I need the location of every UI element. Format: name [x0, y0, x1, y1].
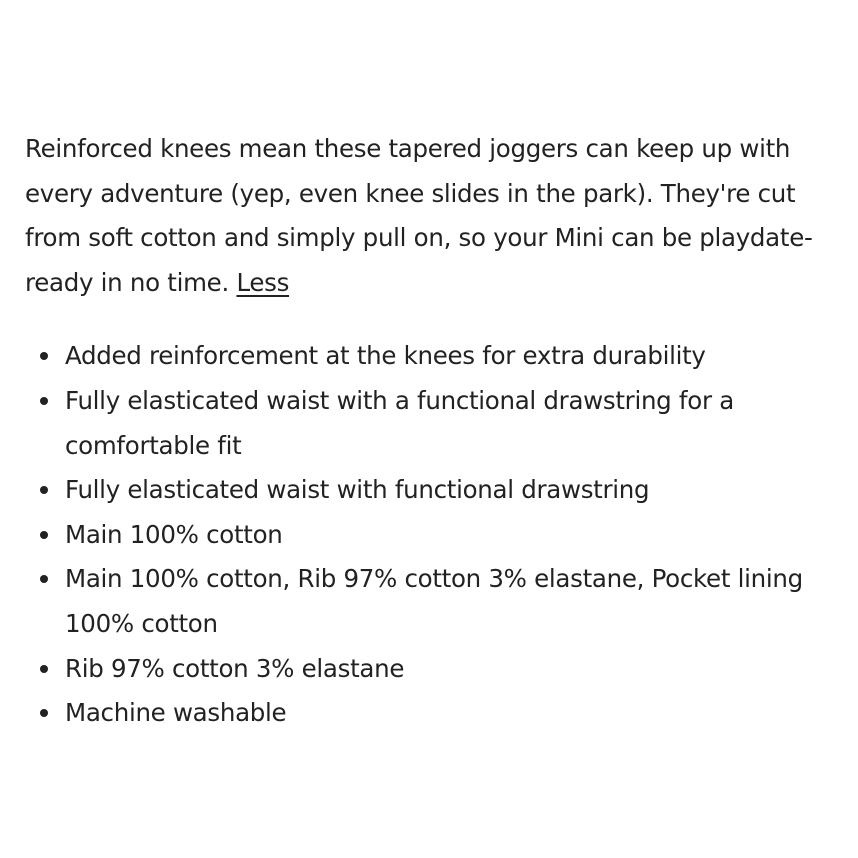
bullet-icon — [40, 352, 48, 360]
feature-item — [25, 513, 835, 558]
bullet-icon — [40, 665, 48, 673]
feature-item — [25, 647, 835, 692]
feature-text: Machine washable — [65, 698, 287, 728]
feature-text: Fully elasticated waist with a functional drawstring for a comfortable fit — [65, 385, 734, 460]
feature-item — [25, 468, 835, 513]
product-description — [25, 127, 835, 736]
bullet-icon — [40, 486, 48, 494]
feature-text: Main 100% cotton, Rib 97% cotton 3% elastane, Pocket lining 100% cotton — [65, 564, 803, 638]
feature-item — [25, 379, 835, 468]
feature-text: Main 100% cotton — [65, 519, 283, 549]
feature-text: Fully elasticated waist with functional drawstring — [65, 475, 650, 505]
description-text: Reinforced knees mean these tapered joggers can keep up with every adventure (yep, even knee slides in the park). They're cut from soft cotton and simply pull on, so your Mini can be playdate-ready in no time. — [25, 134, 813, 297]
bullet-icon — [40, 531, 48, 539]
feature-item — [25, 557, 835, 646]
feature-item — [25, 334, 835, 379]
description-paragraph — [25, 127, 835, 305]
feature-item — [25, 691, 835, 736]
feature-list — [25, 334, 835, 735]
bullet-icon — [40, 575, 48, 583]
bullet-icon — [40, 709, 48, 717]
bullet-icon — [40, 397, 48, 405]
show-less-link[interactable]: Less — [236, 267, 290, 297]
feature-text: Rib 97% cotton 3% elastane — [65, 653, 405, 683]
feature-text: Added reinforcement at the knees for extra durability — [65, 341, 706, 371]
